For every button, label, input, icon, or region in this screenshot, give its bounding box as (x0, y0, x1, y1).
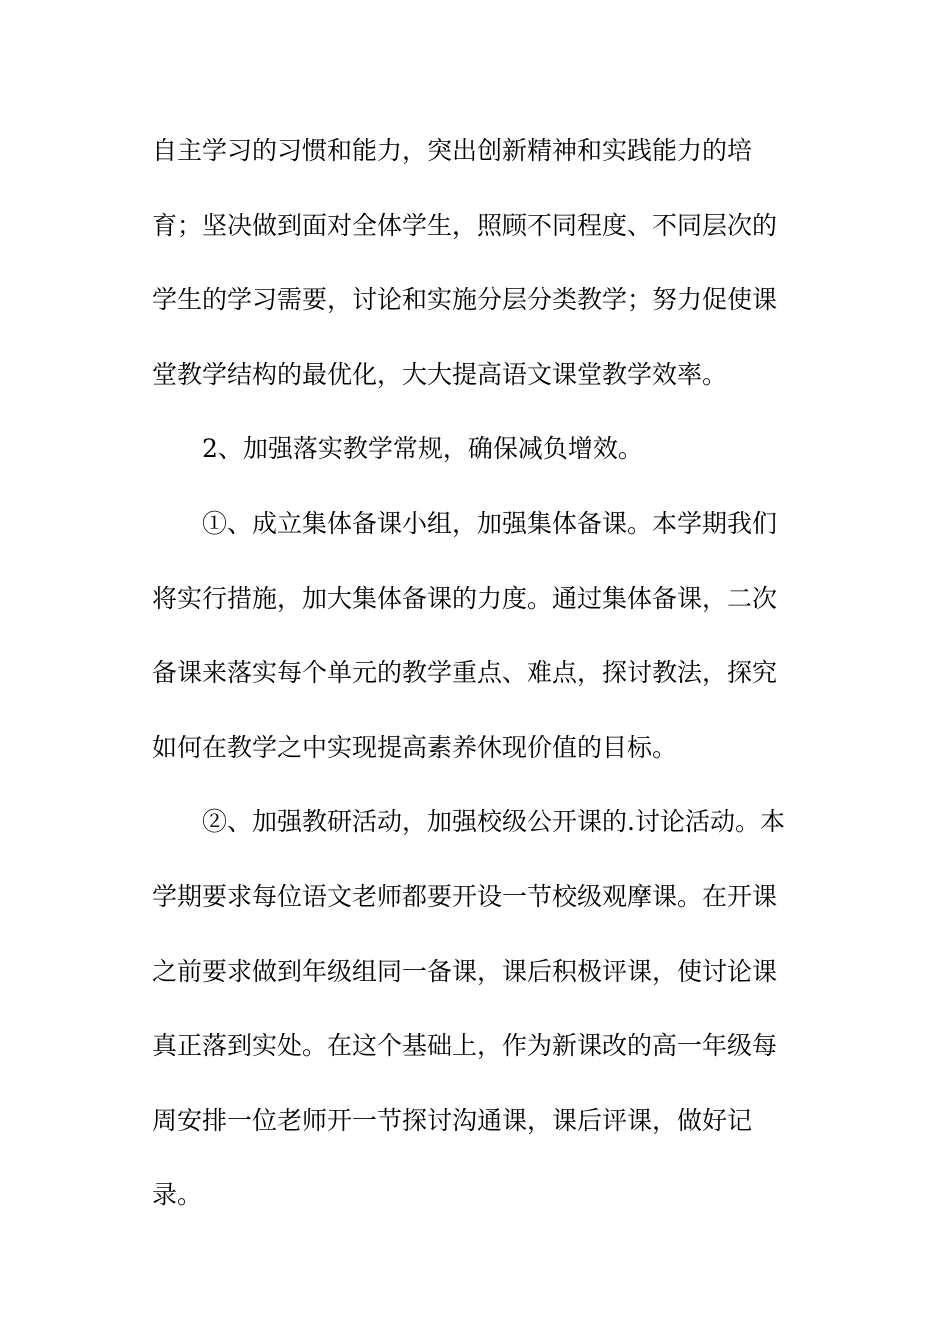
text-line: 备课来落实每个单元的教学重点、难点，探讨教法，探究 (152, 658, 778, 688)
text-line: 录。 (152, 1180, 203, 1210)
text-line: 周安排一位老师开一节探讨沟通课，课后评课，做好记 (152, 1105, 753, 1135)
text-line: 真正落到实处。在这个基础上，作为新课改的高一年级每 (152, 1031, 778, 1061)
text-line: 自主学习的习惯和能力，突出创新精神和实践能力的培 (152, 136, 753, 165)
text-line: 学期要求每位语文老师都要开设一节校级观摩课。在开课 (152, 881, 778, 911)
text-line: 育；坚决做到面对全体学生，照顾不同程度、不同层次的 (152, 210, 778, 240)
section-heading: 2、加强落实教学常规，确保减负增效。 (202, 434, 643, 464)
text-line: 之前要求做到年级组同一备课，课后积极评课，使讨论课 (152, 956, 778, 986)
text-line: 学生的学习需要，讨论和实施分层分类教学；努力促使课 (152, 285, 778, 315)
text-line: ①、成立集体备课小组，加强集体备课。本学期我们 (202, 508, 778, 538)
text-line: 将实行措施，加大集体备课的力度。通过集体备课，二次 (152, 583, 778, 613)
text-line: 堂教学结构的最优化，大大提高语文课堂教学效率。 (152, 359, 728, 389)
text-line: 如何在教学之中实现提高素养休现价值的目标。 (152, 732, 678, 762)
text-line: ②、加强教研活动，加强校级公开课的.讨论活动。本 (202, 807, 785, 837)
body-text (152, 126, 812, 1245)
